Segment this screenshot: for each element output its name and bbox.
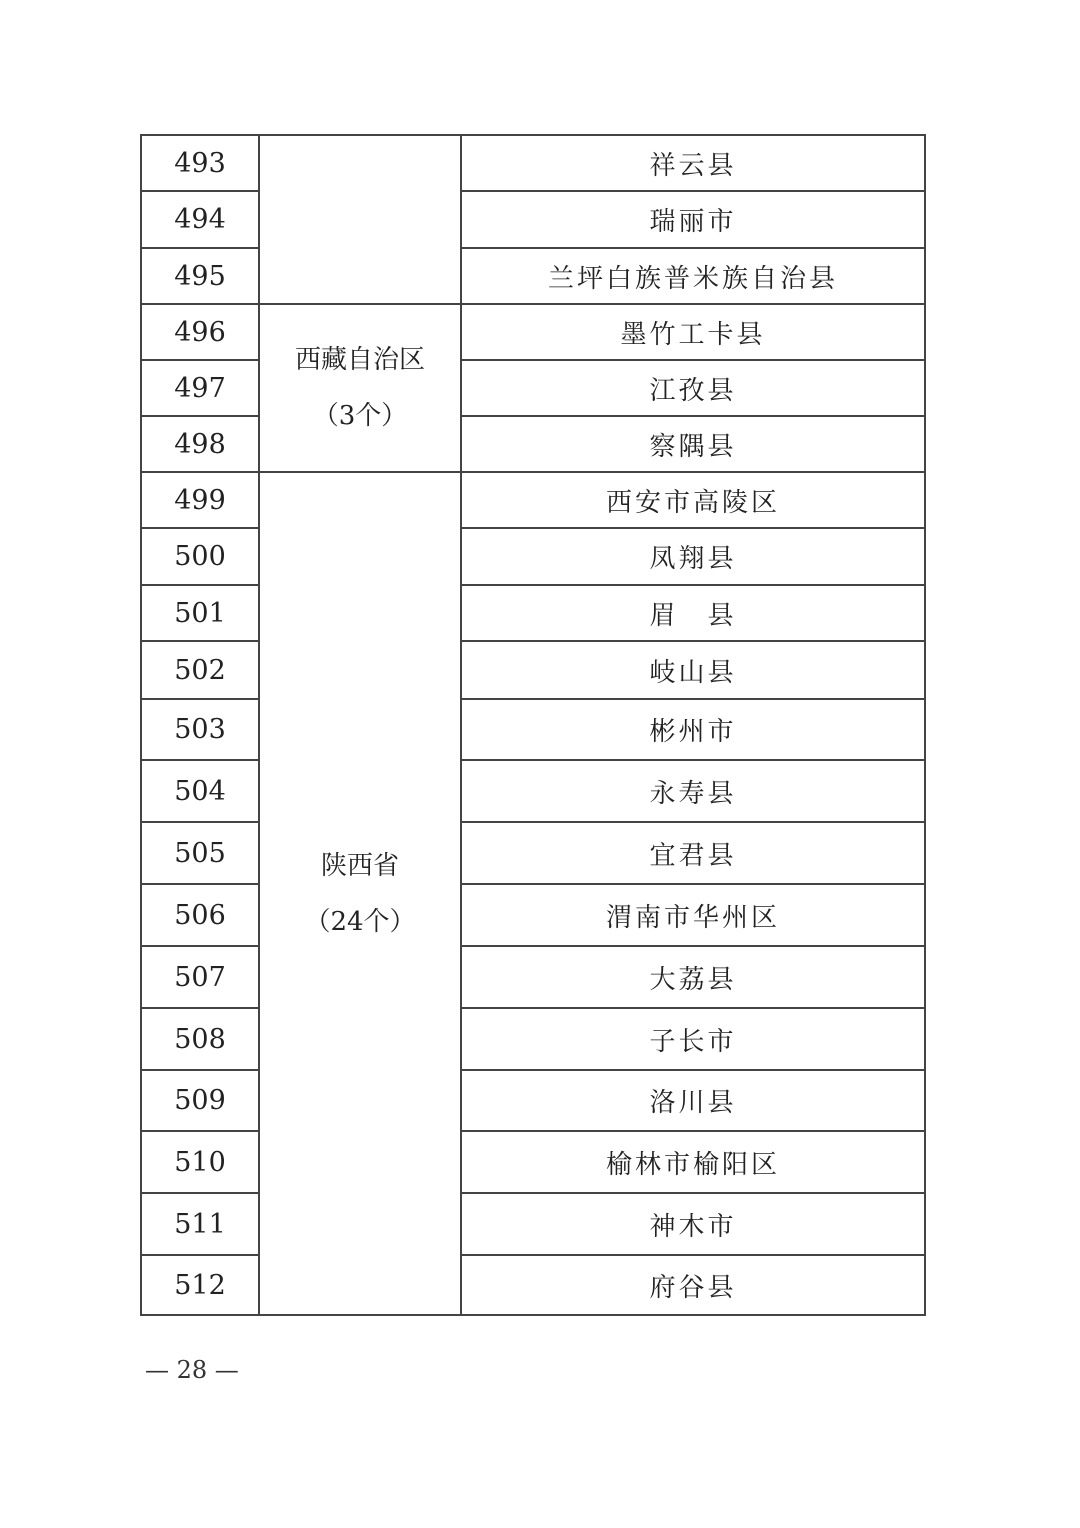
county-name: 瑞丽市 [461, 191, 925, 248]
row-number: 505 [141, 822, 259, 884]
table-row [141, 304, 925, 360]
county-name: 岐山县 [461, 641, 925, 699]
row-number: 499 [141, 472, 259, 528]
table-row [141, 135, 925, 191]
row-number: 506 [141, 884, 259, 946]
table-row [141, 416, 925, 472]
table-row [141, 1193, 925, 1255]
table-row [141, 528, 925, 585]
row-number: 510 [141, 1131, 259, 1193]
row-number: 512 [141, 1255, 259, 1315]
county-name: 彬州市 [461, 699, 925, 760]
row-number: 503 [141, 699, 259, 760]
county-name: 西安市高陵区 [461, 472, 925, 528]
page-number: — 28 — [145, 1356, 239, 1384]
county-name: 府谷县 [461, 1255, 925, 1315]
province-name: 西藏自治区 [294, 345, 425, 375]
row-number: 494 [141, 191, 259, 248]
table-row [141, 191, 925, 248]
county-name: 察隅县 [461, 416, 925, 472]
county-name: 宜君县 [461, 822, 925, 884]
row-number: 509 [141, 1070, 259, 1131]
county-name: 洛川县 [461, 1070, 925, 1131]
table-row [141, 884, 925, 946]
table-row [141, 248, 925, 304]
table-row [141, 760, 925, 822]
row-number: 504 [141, 760, 259, 822]
row-number: 500 [141, 528, 259, 585]
county-name: 凤翔县 [461, 528, 925, 585]
county-name: 祥云县 [461, 135, 925, 191]
county-name: 榆林市榆阳区 [461, 1131, 925, 1193]
county-name: 永寿县 [461, 760, 925, 822]
table-row [141, 1131, 925, 1193]
table-row [141, 1070, 925, 1131]
county-name: 大荔县 [461, 946, 925, 1008]
province-name: 陕西省 [320, 850, 399, 881]
county-name: 子长市 [461, 1008, 925, 1070]
table-row [141, 946, 925, 1008]
row-number: 497 [141, 360, 259, 416]
province-cell [259, 135, 461, 304]
county-name: 兰坪白族普米族自治县 [461, 248, 925, 304]
row-number: 507 [141, 946, 259, 1008]
table-row [141, 1008, 925, 1070]
county-name: 眉 县 [461, 585, 925, 641]
row-number: 495 [141, 248, 259, 304]
row-number: 508 [141, 1008, 259, 1070]
county-name: 渭南市华州区 [461, 884, 925, 946]
county-list-table [140, 134, 926, 1316]
row-number: 511 [141, 1193, 259, 1255]
row-number: 493 [141, 135, 259, 191]
row-number: 496 [141, 304, 259, 360]
table-row [141, 699, 925, 760]
table-row [141, 641, 925, 699]
row-number: 498 [141, 416, 259, 472]
county-name: 墨竹工卡县 [461, 304, 925, 360]
county-name: 江孜县 [461, 360, 925, 416]
county-name: 神木市 [461, 1193, 925, 1255]
row-number: 502 [141, 641, 259, 699]
row-number: 501 [141, 585, 259, 641]
table-row [141, 1255, 925, 1315]
province-cell [259, 304, 461, 472]
province-count: （24个） [304, 906, 416, 937]
province-cell [259, 472, 461, 1315]
table-row [141, 585, 925, 641]
table-row [141, 360, 925, 416]
table-row [141, 472, 925, 528]
table-row [141, 822, 925, 884]
province-count: （3个） [312, 401, 408, 431]
